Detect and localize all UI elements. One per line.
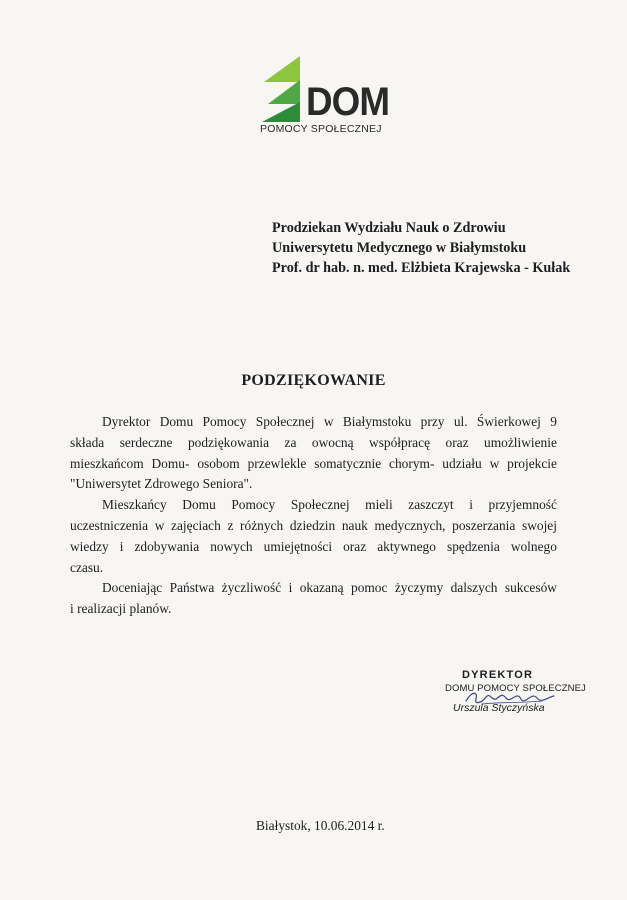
- logo-subtitle: POMOCY SPOŁECZNEJ: [260, 123, 382, 135]
- addressee-line: Prof. dr hab. n. med. Elżbieta Krajewska - Kułak: [272, 260, 571, 276]
- body-line: uczestniczenia w zajęciach z różnych dziedzin nauk medycznych, poszerzania swojej: [70, 517, 557, 533]
- letter-body: [70, 412, 557, 620]
- logo-name: DOM: [306, 80, 390, 124]
- addressee-block: [272, 218, 570, 278]
- organization-logo: [258, 56, 388, 146]
- body-line: Dyrektor Domu Pomocy Społecznej w Białymstoku przy ul. Świerkowej 9: [102, 414, 557, 429]
- addressee-line: Uniwersytetu Medycznego w Białymstoku: [272, 240, 527, 256]
- signature-name: Urszula Styczyńska: [453, 702, 545, 714]
- signature-title: DYREKTOR: [462, 669, 534, 681]
- body-line: Mieszkańcy Domu Pomocy Społecznej mieli zaszczyt i przyjemność: [102, 497, 557, 513]
- body-line: i realizacji planów.: [70, 601, 172, 617]
- place-and-date: Białystok, 10.06.2014 r.: [256, 818, 385, 833]
- body-line: czasu.: [70, 559, 104, 575]
- body-line: Doceniając Państwa życzliwość i okazaną pomoc życzymy dalszych sukcesów: [102, 580, 557, 596]
- addressee-line: Prodziekan Wydziału Nauk o Zdrowiu: [272, 220, 506, 236]
- body-line: składa serdeczne podziękowania za owocną współpracę oraz umożliwienie: [70, 434, 557, 450]
- body-line: wiedzy i zdobywania nowych umiejętności oraz aktywnego spędzenia wolnego: [70, 538, 557, 554]
- signature-organization: DOMU POMOCY SPOŁECZNEJ: [445, 683, 586, 694]
- body-line: mieszkańcom Domu- osobom przewlekle somatycznie chorym- udziału w projekcie: [70, 455, 557, 471]
- letter-title: PODZIĘKOWANIE: [241, 372, 386, 389]
- body-line: "Uniwersytet Zdrowego Seniora".: [70, 476, 253, 492]
